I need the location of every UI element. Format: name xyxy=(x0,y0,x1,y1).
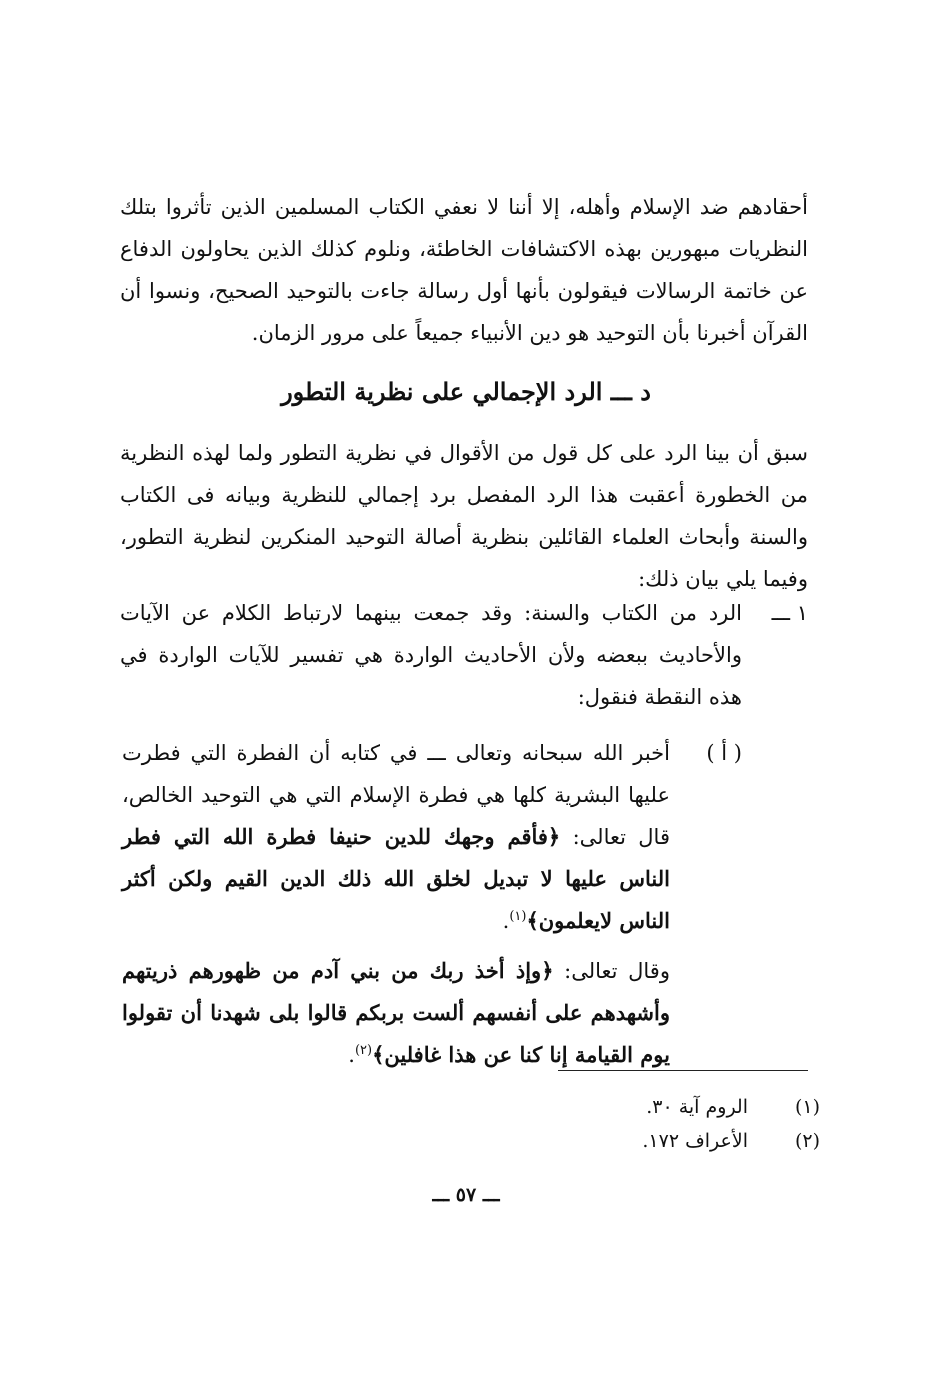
footnote-number: (٢) xyxy=(794,1130,820,1152)
quran-quote: ﴿وإذ أخذ ربك من بني آدم من ظهورهم ذريتهم وأشهدهم على أنفسهم ألست بربكم قالوا بلى شهدنا أن تقولوا يوم القيامة إنا كنا عن هذا غافلين﴾ xyxy=(122,958,670,1067)
footnote-text: الروم آية ٣٠. xyxy=(646,1096,748,1118)
sentence-end: . xyxy=(502,909,510,933)
footnote-ref: (٢) xyxy=(354,1043,373,1058)
footnote-number: (١) xyxy=(794,1096,820,1118)
list-item-text: الرد من الكتاب والسنة: وقد جمعت بينهما لارتباط الكلام عن الآيات والأحاديث ببعضه ولأن الأحاديث الواردة هي تفسير للآيات الواردة في هذه النقطة فنقول: xyxy=(120,601,742,709)
quote-intro: وقال تعالى: xyxy=(564,959,670,983)
list-item-number: ١ ـــ xyxy=(771,601,808,625)
paragraph-quote xyxy=(122,950,670,1076)
footnote xyxy=(642,1126,820,1156)
sub-item-label: ( أ ) xyxy=(706,741,742,765)
quran-quote: ﴿فأقم وجهك للدين حنيفا فطرة الله التي فطر الناس عليها لا تبديل لخلق الله ذلك الدين القيم ولكن أكثر الناس لايعلمون﴾ xyxy=(122,824,670,933)
page-number: ـــ ٥٧ ـــ xyxy=(432,1184,500,1206)
sub-item-text xyxy=(122,732,670,942)
sentence-end: . xyxy=(348,1043,355,1067)
footnote-ref: (١) xyxy=(509,909,527,924)
sub-item-body: أخبر الله سبحانه وتعالى ـــ في كتابه أن الفطرة التي فطرت عليها البشرية كلها هي فطرة الإسلام التي هي التوحيد الخالص، قال تعالى: xyxy=(122,741,670,849)
section-heading: د ـــ الرد الإجمالي على نظرية التطور xyxy=(281,377,651,406)
paragraph-continuation: أحقادهم ضد الإسلام وأهله، إلا أننا لا نعفي الكتاب المسلمين الذين تأثروا بتلك النظريات مبهورين بهذه الاكتشافات الخاطئة، ونلوم كذلك الذين يحاولون الدفاع عن خاتمة الرسالات فيقولون بأنها أول رسالة جاءت بالتوحيد الصحيح، ونسوا أن القرآن أخبرنا بأن التوحيد هو دين الأنبياء جميعاً على مرور الزمان. xyxy=(120,195,808,345)
footnote-text: الأعراف ١٧٢. xyxy=(642,1130,748,1152)
footnote xyxy=(646,1092,820,1122)
footnote-divider xyxy=(558,1070,808,1071)
paragraph-intro: سبق أن بينا الرد على كل قول من الأقوال في نظرية التطور ولما لهذه النظرية من الخطورة أعقبت هذا الرد المفصل برد إجمالي للنظرية وبيانه فى الكتاب والسنة وأبحاث العلماء القائلين بنظرية أصالة التوحيد المنكرين لنظرية التطور، وفيما يلي بيان ذلك: xyxy=(120,441,808,591)
